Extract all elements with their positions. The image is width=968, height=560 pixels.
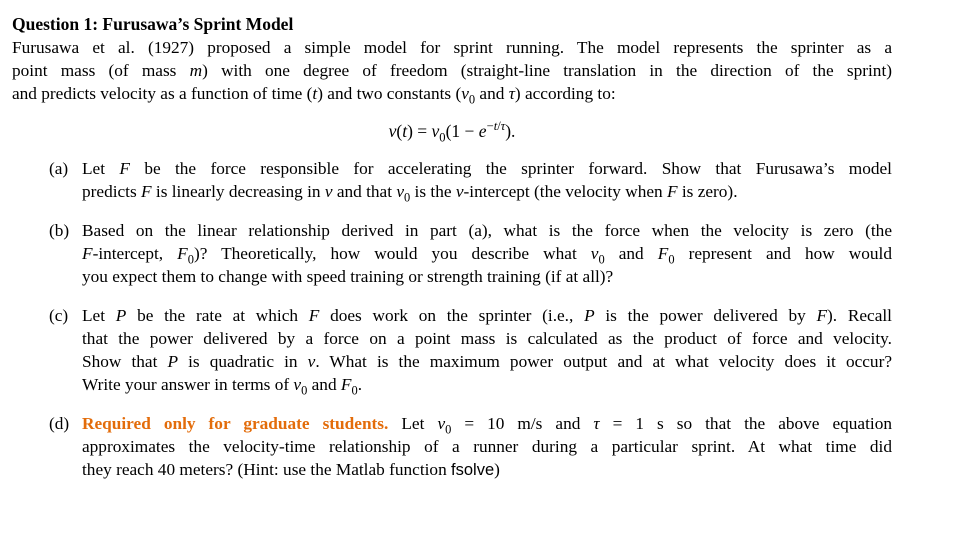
- part-d-line-3: they reach 40 meters? (Hint: use the Matlab function fsolve): [82, 460, 500, 479]
- intro-line-3: and predicts velocity as a function of time (t) and two constants ($v_0$ and τ) according to:: [12, 84, 616, 107]
- intro-line-2: point mass (of mass m) with one degree of freedom (straight-line translation in the direction of the sprint): [12, 61, 892, 80]
- part-d: [12, 412, 892, 482]
- intro-line-1: Furusawa et al. (1927) proposed a simple model for sprint running. The model represents the sprinter as a: [12, 38, 892, 57]
- graduate-note: Required only for graduate students.: [82, 414, 389, 433]
- intro-paragraph: [12, 36, 892, 105]
- part-label: (a): [49, 159, 69, 178]
- part-a: [12, 157, 892, 203]
- part-c-line-3: Show that P is quadratic in v. What is the maximum power output and at what velocity does it occur?: [82, 352, 892, 371]
- part-d-line-1: Required only for graduate students. Let $v_0 = 10$ m/s and τ = 1 s so that the above equation: [82, 414, 892, 437]
- part-c-line-1: Let P be the rate at which F does work on the sprinter (i.e., P is the power delivered by F). Recall: [82, 306, 892, 325]
- part-label: (d): [49, 414, 70, 433]
- velocity-equation: $v(t) = v_0(1 - e^{-t/\tau})$.: [388, 119, 516, 145]
- part-b: [12, 219, 892, 288]
- question-parts: [12, 157, 956, 482]
- part-b-line-3: you expect them to change with speed training or strength training (if at all)?: [82, 267, 614, 286]
- part-b-line-1: Based on the linear relationship derived in part (a), what is the force when the velocity is zero (the: [82, 221, 892, 240]
- part-a-line-1: Let F be the force responsible for accelerating the sprinter forward. Show that Furusawa’s model: [82, 159, 892, 178]
- question-title: Question 1: Furusawa’s Sprint Model: [12, 14, 294, 34]
- part-c-line-2: that the power delivered by a force on a point mass is calculated as the product of force and velocity.: [82, 329, 892, 348]
- part-b-line-2: F-intercept, $F_0$)? Theoretically, how would you describe what $v_0$ and $F_0$ represent and how would: [82, 244, 892, 267]
- fsolve-code: fsolve: [451, 461, 495, 479]
- part-label: (c): [49, 306, 69, 325]
- part-a-line-2: predicts F is linearly decreasing in v and that $v_0$ is the v-intercept (the velocity when F is zero).: [82, 182, 738, 205]
- part-d-line-2: approximates the velocity-time relationship of a runner during a particular sprint. At what time did: [82, 437, 892, 456]
- document-page: [12, 13, 956, 498]
- part-label: (b): [49, 221, 70, 240]
- part-c: [12, 304, 892, 396]
- part-c-line-4: Write your answer in terms of $v_0$ and $F_0$.: [82, 375, 363, 398]
